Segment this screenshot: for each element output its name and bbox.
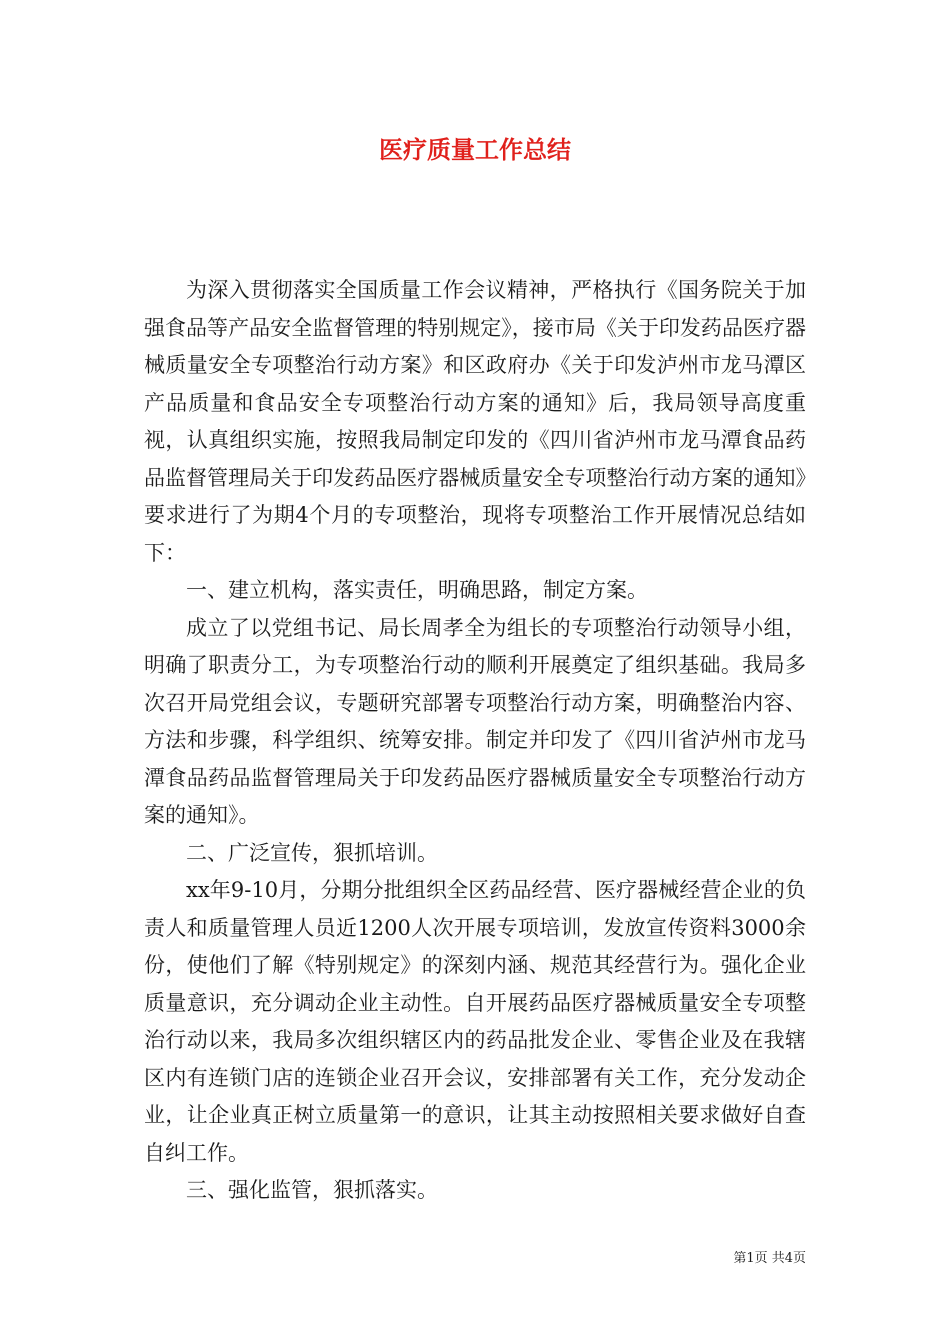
document-body [144, 272, 806, 1210]
document-title: 医疗质量工作总结 [379, 135, 571, 164]
page-number: 第1页 共4页 [733, 1251, 806, 1266]
section-heading-3: 三、强化监管，狠抓落实。 [186, 1178, 438, 1202]
paragraph-intro: 为深入贯彻落实全国质量工作会议精神，严格执行《国务院关于加强食品等产品安全监督管理的特别规定》，接市局《关于印发药品医疗器械质量安全专项整治行动方案》和区政府办《关于印发泸州市龙马潭区产品质量和食品安全专项整治行动方案的通知》后，我局领导高度重视，认真组织实施，按照我局制定印发的《四川省泸州市龙马潭食品药品监督管理局关于印发药品医疗器械质量安全专项整治行动方案的通知》要求进行了为期4个月的专项整治，现将专项整治工作开展情况总结如下： [144, 278, 806, 565]
paragraph-section-2: xx年9-10月，分期分批组织全区药品经营、医疗器械经营企业的负责人和质量管理人员近1200人次开展专项培训，发放宣传资料3000余份，使他们了解《特别规定》的深刻内涵、规范其经营行为。强化企业质量意识，充分调动企业主动性。自开展药品医疗器械质量安全专项整治行动以来，我局多次组织辖区内的药品批发企业、零售企业及在我辖区内有连锁门店的连锁企业召开会议，安排部署有关工作，充分发动企业，让企业真正树立质量第一的意识，让其主动按照相关要求做好自查自纠工作。 [144, 878, 806, 1165]
section-heading-1: 一、建立机构，落实责任，明确思路，制定方案。 [186, 578, 648, 602]
section-heading-2: 二、广泛宣传，狠抓培训。 [186, 840, 438, 865]
paragraph-section-1: 成立了以党组书记、局长周孝全为组长的专项整治行动领导小组，明确了职责分工，为专项整治行动的顺利开展奠定了组织基础。我局多次召开局党组会议，专题研究部署专项整治行动方案，明确整治内容、方法和步骤，科学组织、统筹安排。制定并印发了《四川省泸州市龙马潭食品药品监督管理局关于印发药品医疗器械质量安全专项整治行动方案的通知》。 [144, 615, 806, 827]
